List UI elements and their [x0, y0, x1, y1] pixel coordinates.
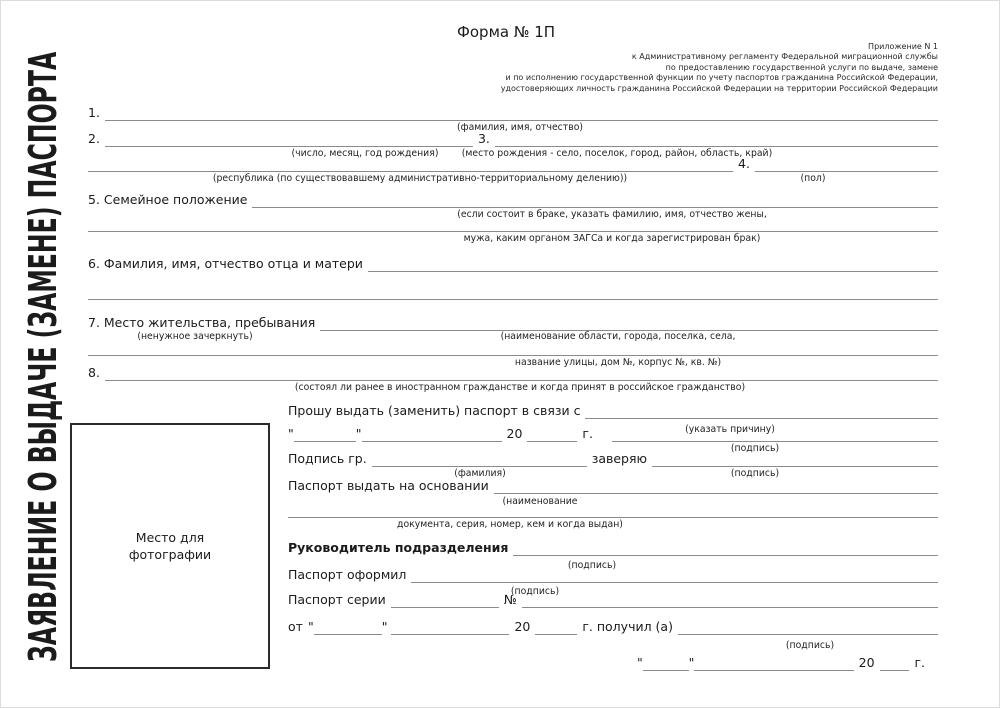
quote-mark: " [688, 655, 695, 670]
series-row [288, 592, 938, 608]
appendix-line: по предоставлению государственной услуги по выдаче, замене [665, 62, 938, 72]
citizen-signature-row [288, 451, 938, 467]
blank-line [105, 131, 473, 147]
basis-row-cont [288, 502, 938, 518]
field-label-5: 5. Семейное положение [88, 192, 248, 207]
blank-line [88, 340, 938, 356]
received-row [288, 619, 938, 635]
quote-mark: " [288, 426, 294, 441]
head-row [288, 540, 938, 556]
year-suffix: г. [582, 426, 593, 441]
photo-placeholder-box [70, 423, 270, 669]
verify-label: заверяю [591, 451, 648, 466]
field-number-4: 4. [738, 156, 750, 171]
quote-mark: " [637, 655, 643, 670]
blank-line [105, 105, 938, 121]
blank-line [372, 451, 587, 467]
blank-line [105, 365, 938, 381]
blank-line [391, 592, 499, 608]
quote-mark: " [307, 619, 314, 634]
caption-signature: (подпись) [730, 443, 780, 454]
caption-reason: (указать причину) [685, 424, 775, 435]
blank-line [88, 156, 733, 172]
year-prefix: 20 [506, 426, 523, 441]
blank-line [612, 426, 938, 442]
field-number-1: 1. [88, 105, 100, 120]
field-number-8: 8. [88, 365, 100, 380]
caption-republic: (республика (по существовавшему административно-территориальному делению)) [212, 173, 628, 184]
caption-citizenship: (состоял ли ранее в иностранном гражданстве и когда принят в российское гражданство) [294, 382, 746, 393]
year-suffix: г. [914, 655, 925, 670]
head-label: Руководитель подразделения [288, 540, 509, 555]
appendix-line: Приложение N 1 [868, 42, 938, 51]
issued-by-label: Паспорт оформил [288, 567, 407, 582]
blank-line [391, 619, 509, 635]
caption-marital-2: мужа, каким органом ЗАГСа и когда зарегистрирован брак) [463, 233, 761, 244]
field-row-republic-4 [88, 156, 938, 172]
field-row-6-cont [88, 284, 938, 300]
caption-address-1: (наименование области, города, поселка, села, [500, 331, 736, 342]
field-label-7: 7. Место жительства, пребывания [88, 315, 316, 330]
field-number-2: 2. [88, 131, 100, 146]
blank-line [513, 540, 938, 556]
caption-sex: (пол) [800, 173, 826, 184]
caption-basis-2: документа, серия, номер, кем и когда выдан) [397, 519, 623, 530]
blank-line [643, 655, 689, 671]
request-row [288, 403, 938, 419]
field-number-3: 3. [477, 131, 490, 146]
blank-line [314, 619, 382, 635]
field-row-8 [88, 365, 938, 381]
caption-basis-1: (наименование [502, 496, 578, 507]
field-row-6 [88, 256, 938, 272]
field-row-7 [88, 315, 938, 331]
basis-label: Паспорт выдать на основании [288, 478, 489, 493]
blank-line [294, 426, 356, 442]
form-number-title: Форма № 1П [456, 23, 556, 41]
caption-signature: (подпись) [785, 640, 835, 651]
caption-signature: (подпись) [730, 468, 780, 479]
field-row-5-cont [88, 216, 938, 232]
blank-line [411, 567, 938, 583]
series-label: Паспорт серии [288, 592, 386, 607]
vertical-form-title: ЗАЯВЛЕНИЕ О ВЫДАЧЕ (ЗАМЕНЕ) ПАСПОРТА [21, 51, 65, 662]
blank-line [495, 131, 938, 147]
field-row-2-3 [88, 131, 938, 147]
blank-line [652, 451, 938, 467]
blank-line [368, 256, 938, 272]
bottom-date-row [637, 655, 930, 671]
from-label: от [288, 619, 303, 634]
blank-line [88, 284, 938, 300]
caption-marital-1: (если состоит в браке, указать фамилию, имя, отчество жены, [457, 209, 767, 220]
appendix-line: удостоверяющих личность гражданина Российской Федерации на территории Российской Федерации [500, 83, 938, 93]
caption-signature: (подпись) [567, 560, 617, 571]
quote-mark: " [355, 426, 362, 441]
blank-line [362, 426, 502, 442]
caption-cross-out: (ненужное зачеркнуть) [137, 331, 253, 342]
quote-mark: " [381, 619, 388, 634]
field-row-7-cont [88, 340, 938, 356]
blank-line [678, 619, 938, 635]
blank-line [88, 216, 938, 232]
appendix-line: и по исполнению государственной функции по учету паспортов гражданина Российской Федерации, [505, 73, 938, 83]
citizen-signature-label: Подпись гр. [288, 451, 367, 466]
photo-placeholder-label: Место для фотографии [128, 530, 212, 562]
blank-line [522, 592, 938, 608]
issued-by-row [288, 567, 938, 583]
year-prefix: 20 [858, 655, 875, 670]
field-label-6: 6. Фамилия, имя, отчество отца и матери [88, 256, 363, 271]
blank-line [320, 315, 938, 331]
date-signature-row [288, 426, 938, 442]
blank-line [585, 403, 938, 419]
caption-signature: (подпись) [510, 586, 560, 597]
blank-line [880, 655, 910, 671]
basis-row [288, 478, 938, 494]
blank-line [252, 192, 938, 208]
blank-line [494, 478, 938, 494]
blank-line [288, 502, 938, 518]
received-label: г. получил (а) [582, 619, 673, 634]
number-sign: № [503, 592, 517, 607]
caption-birthplace: (место рождения - село, поселок, город, район, область, край) [461, 148, 773, 159]
blank-line [527, 426, 577, 442]
year-prefix: 20 [514, 619, 531, 634]
field-row-1 [88, 105, 938, 121]
blank-line [694, 655, 853, 671]
caption-birthdate: (число, месяц, год рождения) [291, 148, 439, 159]
caption-address-2: название улицы, дом №, корпус №, кв. №) [514, 357, 722, 368]
request-label: Прошу выдать (заменить) паспорт в связи с [288, 403, 581, 418]
field-row-5 [88, 192, 938, 208]
appendix-line: к Административному регламенту Федеральной миграционной службы [631, 52, 938, 62]
appendix-note [501, 42, 938, 94]
caption-surname: (фамилия) [454, 468, 506, 479]
blank-line [755, 156, 938, 172]
caption-fio: (фамилия, имя, отчество) [456, 122, 584, 133]
blank-line [535, 619, 577, 635]
